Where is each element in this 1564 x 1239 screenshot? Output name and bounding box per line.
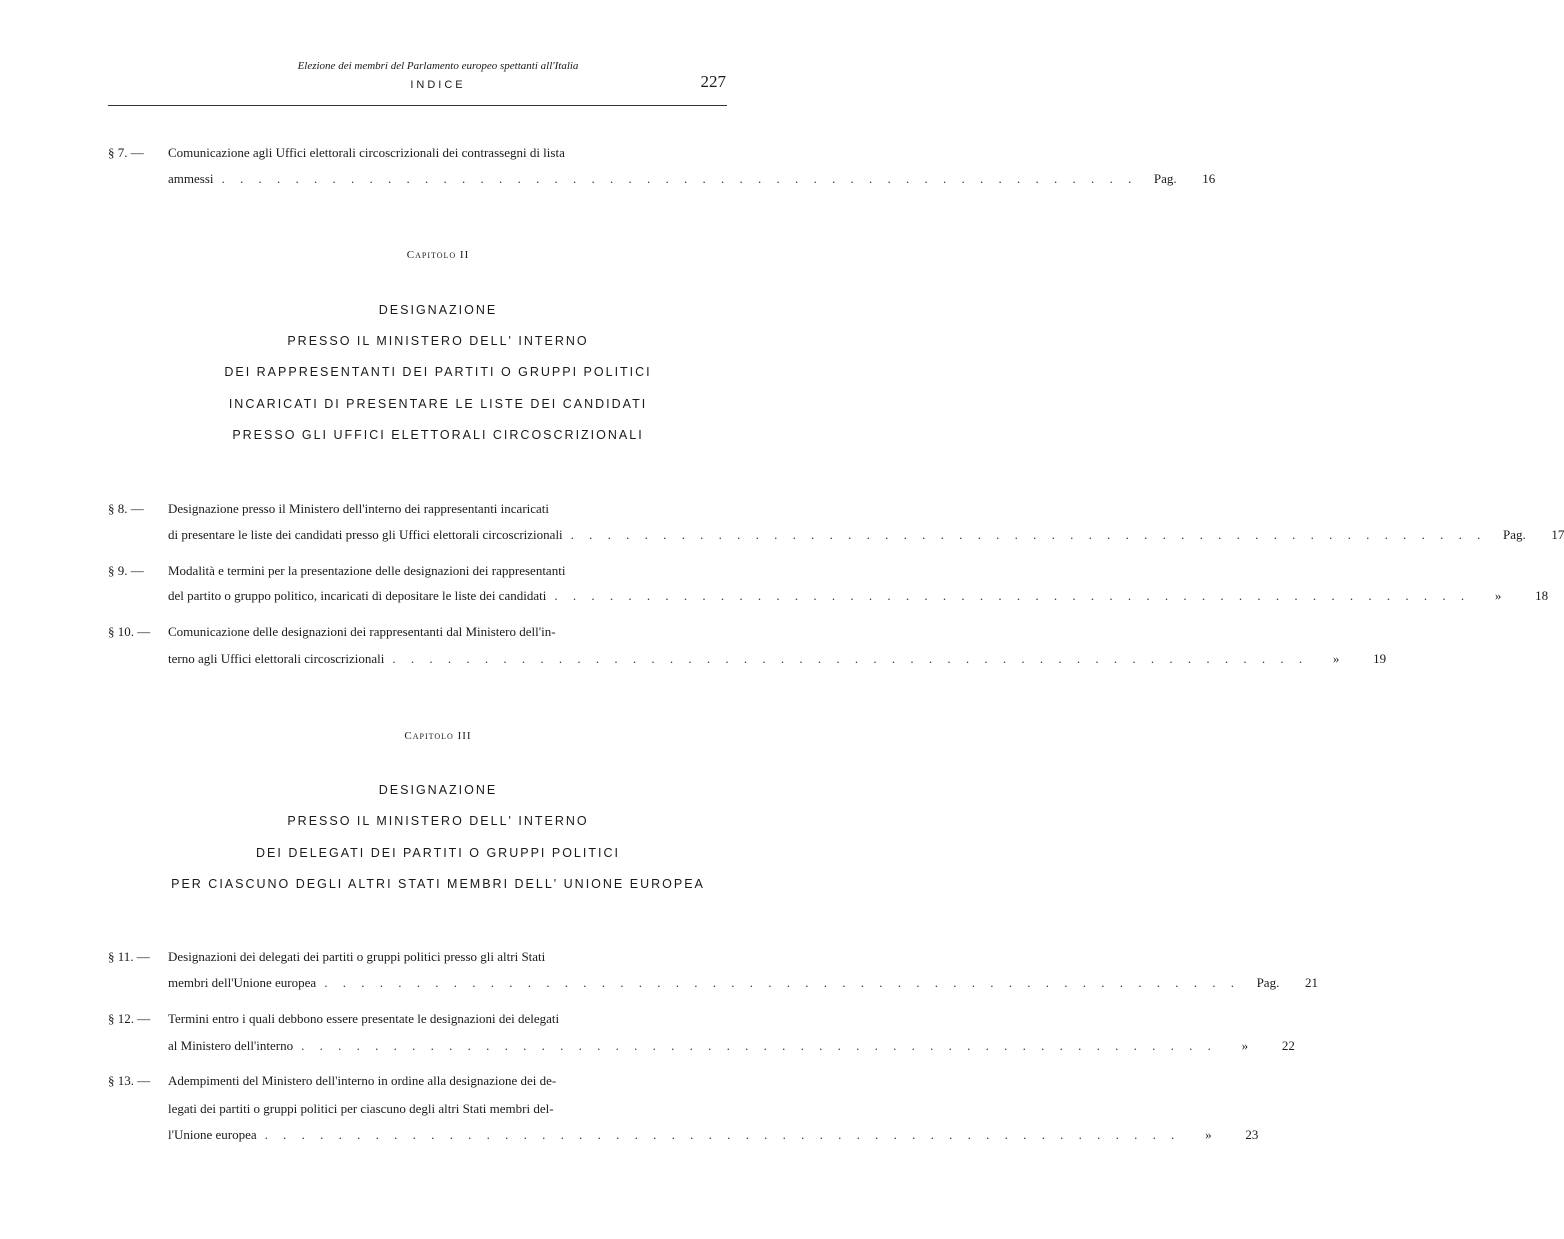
entry-text: l'Unione europea xyxy=(168,1127,257,1142)
chapter-heading-line: PRESSO GLI UFFICI ELETTORALI CIRCOSCRIZIONALI xyxy=(232,428,644,442)
toc-entry-line xyxy=(108,651,1387,669)
toc-entry-line xyxy=(108,501,727,519)
dot-leader: . . . . . . . . . . . . . . . . . . . . . . . . . . . . . . . . . . . . . . . . . . . . . . . . . . xyxy=(554,588,1471,603)
header-rule xyxy=(108,105,727,106)
entry-text: Comunicazione delle designazioni dei rappresentanti dal Ministero dell'in- xyxy=(168,624,556,639)
entry-text: Comunicazione agli Uffici elettorali circoscrizionali dei contrassegni di lista xyxy=(168,145,565,160)
section-number: § 7. — xyxy=(108,145,144,160)
toc-entry-line xyxy=(108,563,727,581)
section-number: § 12. — xyxy=(108,1011,151,1026)
dot-leader: . . . . . . . . . . . . . . . . . . . . . . . . . . . . . . . . . . . . . . . . . . . . . . . . . . xyxy=(570,527,1487,542)
entry-text: legati dei partiti o gruppi politici per ciascuno degli altri Stati membri del- xyxy=(168,1101,554,1116)
dot-leader: . . . . . . . . . . . . . . . . . . . . . . . . . . . . . . . . . . . . . . . . . . . . . . . . . . xyxy=(221,171,1138,186)
page-reference-label: » xyxy=(1494,588,1502,603)
toc-entry-line xyxy=(108,1127,1259,1145)
chapter-heading-line: PRESSO IL MINISTERO DELL' INTERNO xyxy=(287,814,589,828)
section-number: § 8. — xyxy=(108,501,144,516)
chapter-heading-line: DEI DELEGATI DEI PARTITI O GRUPPI POLITICI xyxy=(256,846,620,860)
section-number: § 13. — xyxy=(108,1073,151,1088)
page-reference-label: Pag. xyxy=(1503,527,1526,542)
chapter-heading-line: DEI RAPPRESENTANTI DEI PARTITI O GRUPPI POLITICI xyxy=(224,365,652,379)
page-number: 227 xyxy=(700,72,726,91)
entry-page-number: 22 xyxy=(1281,1038,1295,1053)
section-number: § 9. — xyxy=(108,563,144,578)
entry-text: terno agli Uffici elettorali circoscrizionali xyxy=(168,651,385,666)
entry-text: Designazione presso il Ministero dell'interno dei rappresentanti incaricati xyxy=(168,501,550,516)
chapter-label: Capitolo III xyxy=(404,730,472,742)
toc-entry-line xyxy=(108,975,1318,993)
entry-text: Designazioni dei delegati dei partiti o gruppi politici presso gli altri Stati xyxy=(168,949,546,964)
entry-text: Modalità e termini per la presentazione delle designazioni dei rappresentanti xyxy=(168,563,566,578)
dot-leader: . . . . . . . . . . . . . . . . . . . . . . . . . . . . . . . . . . . . . . . . . . . . . . . . . . xyxy=(264,1127,1181,1142)
entry-page-number: 17 xyxy=(1551,527,1564,542)
entry-text: Termini entro i quali debbono essere presentate le designazioni dei delegati xyxy=(168,1011,560,1026)
chapter-heading-line: INCARICATI DI PRESENTARE LE LISTE DEI CANDIDATI xyxy=(228,397,648,411)
entry-page-number: 16 xyxy=(1202,171,1216,186)
chapter-heading-line: PER CIASCUNO DEGLI ALTRI STATI MEMBRI DELL' UNIONE EUROPEA xyxy=(171,877,705,891)
chapter-heading-line: PRESSO IL MINISTERO DELL' INTERNO xyxy=(287,334,589,348)
page-reference-label: » xyxy=(1241,1038,1249,1053)
chapter-heading-line: DESIGNAZIONE xyxy=(378,303,498,317)
entry-text: del partito o gruppo politico, incaricati di depositare le liste dei candidati xyxy=(168,588,547,603)
toc-entry-line xyxy=(108,171,1216,189)
toc-entry-line xyxy=(108,1101,727,1119)
entry-text: al Ministero dell'interno xyxy=(168,1038,294,1053)
section-number: § 11. — xyxy=(108,949,150,964)
entry-page-number: 18 xyxy=(1535,588,1549,603)
entry-page-number: 23 xyxy=(1245,1127,1259,1142)
entry-text: Adempimenti del Ministero dell'interno in ordine alla designazione dei de- xyxy=(168,1073,557,1088)
running-header-title: Elezione dei membri del Parlamento europeo spettanti all'Italia xyxy=(297,60,579,72)
toc-entry-line xyxy=(108,1038,1295,1056)
page-reference-label: » xyxy=(1332,651,1340,666)
toc-entry-line xyxy=(108,949,727,967)
page-reference-label: Pag. xyxy=(1153,171,1177,186)
dot-leader: . . . . . . . . . . . . . . . . . . . . . . . . . . . . . . . . . . . . . . . . . . . . . . . . . . xyxy=(301,1038,1217,1053)
dot-leader: . . . . . . . . . . . . . . . . . . . . . . . . . . . . . . . . . . . . . . . . . . . . . . . . . . xyxy=(392,651,1309,666)
chapter-heading-line: DESIGNAZIONE xyxy=(378,783,498,797)
toc-entry-line xyxy=(108,624,727,642)
running-header-section: INDICE xyxy=(410,79,466,91)
toc-entry-line xyxy=(108,1073,727,1091)
page-reference-label: » xyxy=(1205,1127,1212,1142)
toc-entry-line xyxy=(108,527,1564,545)
entry-text: di presentare le liste dei candidati presso gli Uffici elettorali circoscrizionali xyxy=(168,527,563,542)
dot-leader: . . . . . . . . . . . . . . . . . . . . . . . . . . . . . . . . . . . . . . . . . . . . . . . . . . xyxy=(324,975,1240,990)
chapter-label: Capitolo II xyxy=(406,249,470,261)
toc-entry-line xyxy=(108,1011,727,1029)
page-reference-label: Pag. xyxy=(1256,975,1280,990)
entry-page-number: 21 xyxy=(1304,975,1318,990)
toc-entry-line xyxy=(108,588,1549,606)
entry-page-number: 19 xyxy=(1373,651,1387,666)
entry-text: ammessi xyxy=(168,171,214,186)
section-number: § 10. — xyxy=(108,624,151,639)
entry-text: membri dell'Unione europea xyxy=(168,975,317,990)
toc-entry-line xyxy=(108,145,727,163)
